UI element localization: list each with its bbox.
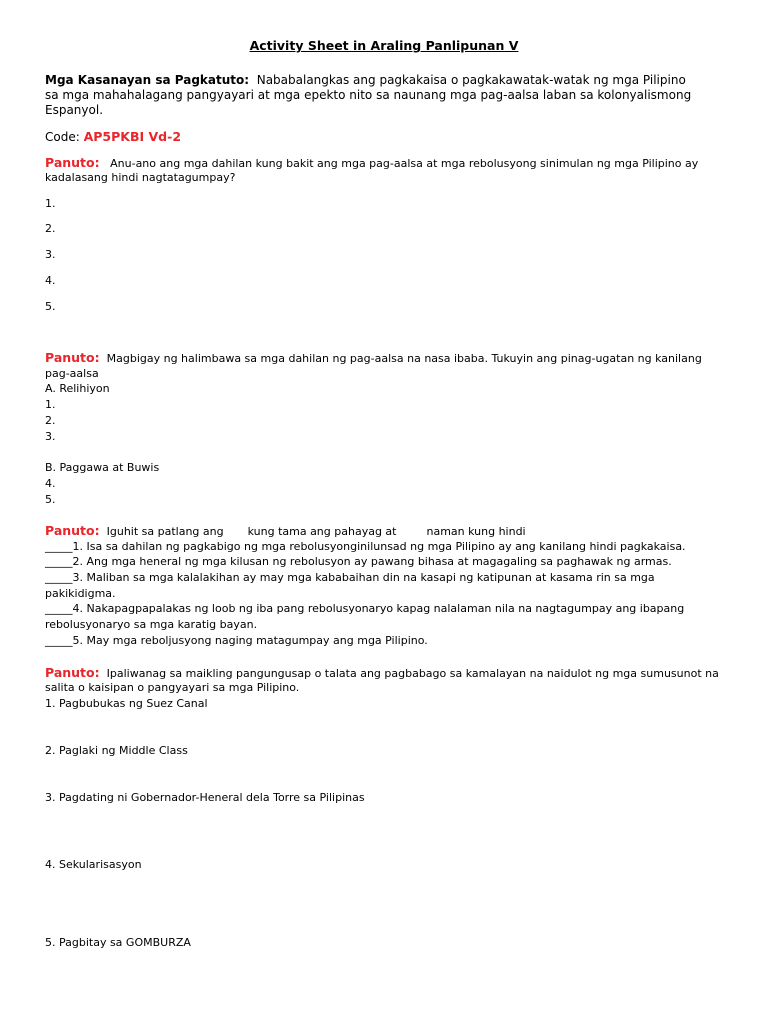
- section3-statement-4b: rebolusyonaryo sa mga karatig bayan.: [45, 618, 258, 631]
- section1-item: 1.: [45, 197, 56, 210]
- section4-item: 3. Pagdating ni Gobernador-Heneral dela Torre sa Pilipinas: [45, 791, 365, 804]
- section2-line-1: [45, 350, 702, 365]
- section1-item: 5.: [45, 300, 56, 313]
- section3-instruction-c: naman kung hindi: [426, 525, 526, 538]
- section2-item: 5.: [45, 493, 56, 506]
- section3-instruction-a: Iguhit sa patlang ang: [106, 525, 224, 538]
- section4-item: 4. Sekularisasyon: [45, 858, 142, 871]
- section4-item: 2. Paglaki ng Middle Class: [45, 744, 188, 757]
- section4-instruction-1: Ipaliwanag sa maikling pangungusap o talata ang pagbabago sa kamalayan na naidulot ng mga sumusunot na: [106, 667, 719, 680]
- section4-item: 1. Pagbubukas ng Suez Canal: [45, 697, 208, 710]
- section4-line-1: [45, 665, 719, 680]
- section2-item: 3.: [45, 430, 56, 443]
- kasanayan-text-3: Espanyol.: [45, 103, 104, 117]
- section2-item: 2.: [45, 414, 56, 427]
- section3-line-1: [45, 523, 526, 538]
- section3-instruction-b: kung tama ang pahayag at: [247, 525, 397, 538]
- section3-statement-2: _____2. Ang mga heneral ng mga kilusan ng rebolusyon ay pawang bihasa at magagaling sa paghawak ng armas.: [45, 555, 672, 568]
- code-value: AP5PKBI Vd-2: [83, 129, 182, 144]
- section1-line-1: [45, 155, 698, 170]
- kasanayan-text-1: Nababalangkas ang pagkakaisa o pagkakawatak-watak ng mga Pilipino: [256, 73, 686, 87]
- section4-instruction-2: salita o kaisipan o pangyayari sa mga Pilipino.: [45, 681, 300, 694]
- section1-item: 3.: [45, 248, 56, 261]
- section3-statement-5: _____5. May mga reboljusyong naging matagumpay ang mga Pilipino.: [45, 634, 428, 647]
- code-line: [45, 129, 181, 144]
- section2-group-a: A. Relihiyon: [45, 382, 110, 395]
- kasanayan-line-1: [45, 73, 686, 87]
- section1-item: 4.: [45, 274, 56, 287]
- section3-statement-1: _____1. Isa sa dahilan ng pagkabigo ng mga rebolusyonginilunsad ng mga Pilipino ay ang kanilang hindi pagkakaisa.: [45, 540, 686, 553]
- section2-item: 1.: [45, 398, 56, 411]
- section2-group-b: B. Paggawa at Buwis: [45, 461, 160, 474]
- section3-statement-3b: pakikidigma.: [45, 587, 116, 600]
- section3-statement-3a: _____3. Maliban sa mga kalalakihan ay may mga kababaihan din na kasapi ng katipunan at kasama rin sa mga: [45, 571, 655, 584]
- panuto-label-3: Panuto:: [45, 523, 100, 538]
- section2-item: 4.: [45, 477, 56, 490]
- section2-instruction-2: pag-aalsa: [45, 367, 99, 380]
- section1-item: 2.: [45, 222, 56, 235]
- code-label: Code:: [45, 130, 80, 144]
- section1-instruction-1: Anu-ano ang mga dahilan kung bakit ang mga pag-aalsa at mga rebolusyong sinimulan ng mga Pilipino ay: [110, 157, 699, 170]
- panuto-label-2: Panuto:: [45, 350, 100, 365]
- section1-instruction-2: kadalasang hindi nagtatagumpay?: [45, 171, 236, 184]
- section3-statement-4a: _____4. Nakapagpapalakas ng loob ng iba pang rebolusyonaryo kapag nalalaman nila na nagtagumpay ang ibapang: [45, 602, 685, 615]
- kasanayan-label: Mga Kasanayan sa Pagkatuto:: [45, 73, 250, 87]
- panuto-label-1: Panuto:: [45, 155, 100, 170]
- section2-instruction-1: Magbigay ng halimbawa sa mga dahilan ng pag-aalsa na nasa ibaba. Tukuyin ang pinag-ugatan ng kanilang: [106, 352, 702, 365]
- kasanayan-text-2: sa mga mahahalagang pangyayari at mga epekto nito sa naunang mga pag-aalsa laban sa kolonyalismong: [45, 88, 692, 102]
- panuto-label-4: Panuto:: [45, 665, 100, 680]
- page-title: Activity Sheet in Araling Panlipunan V: [249, 38, 519, 53]
- section4-item: 5. Pagbitay sa GOMBURZA: [45, 936, 191, 949]
